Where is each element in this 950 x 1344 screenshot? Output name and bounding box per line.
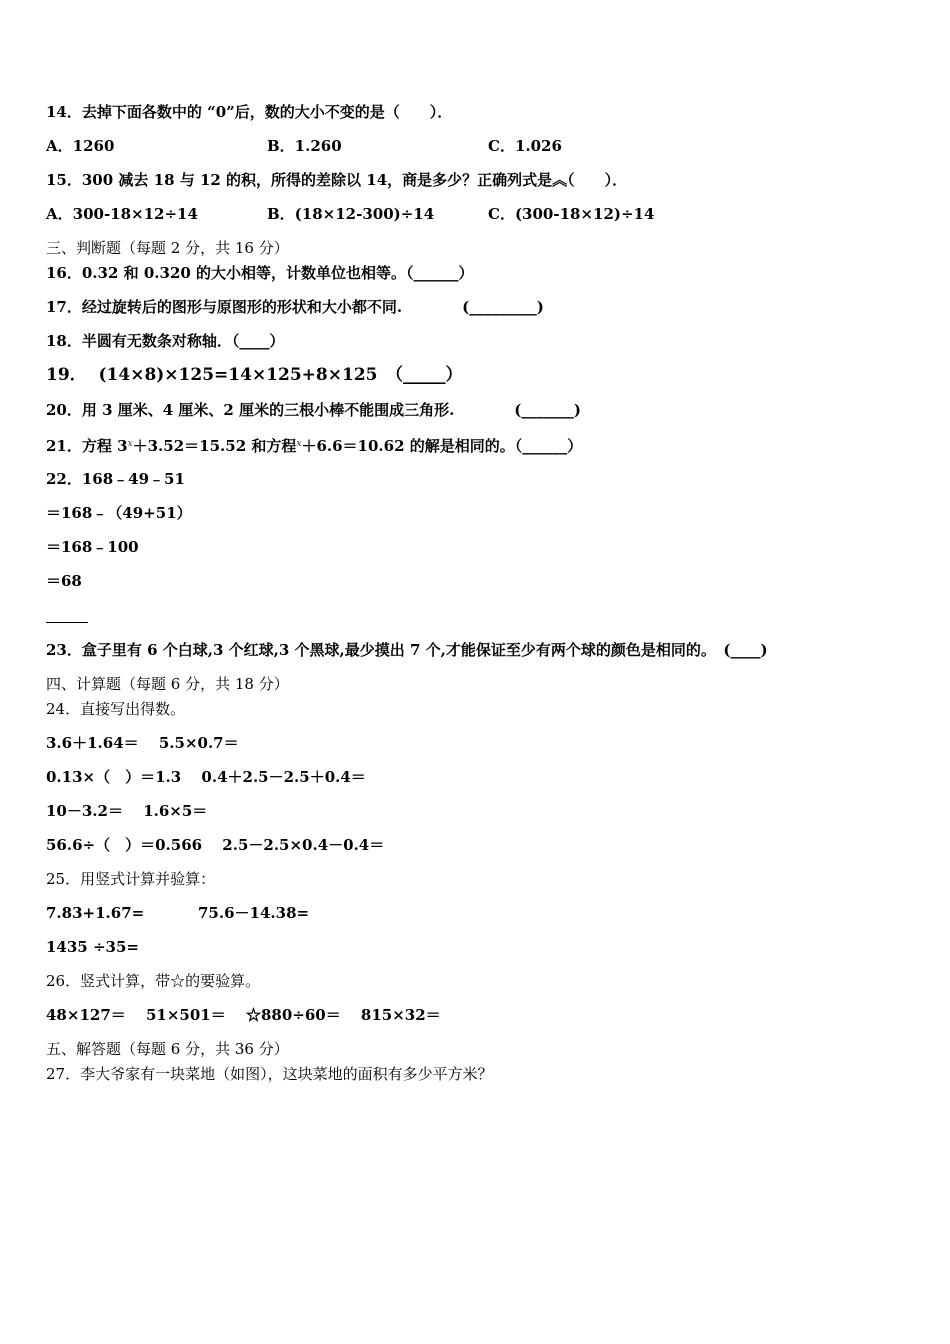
q23: 23．盒子里有 6 个白球,3 个红球,3 个黑球,最少摸出 7 个,才能保证至少有两个球的颜色是相同的。 (____) [46, 641, 768, 659]
q17: 17．经过旋转后的图形与原图形的形状和大小都不同. (_________) [46, 298, 544, 316]
q15-option-c: C．(300-18×12)÷14 [488, 205, 655, 223]
q21-part3: ＋6.6＝10.62 的解是相同的。（______） [301, 437, 583, 455]
q25-problem-b: 75.6－14.38= [198, 904, 310, 922]
q26-items: 48×127＝ 51×501＝ ☆880÷60＝ 815×32＝ [46, 1006, 441, 1024]
q24-row-3: 10－3.2＝ 1.6×5＝ [46, 802, 208, 820]
q21-part1: 21．方程 3 [46, 437, 128, 455]
q22-line-3: ＝168﹣100 [46, 538, 139, 556]
q24-row-4: 56.6÷（ ）＝0.566 2.5－2.5×0.4－0.4＝ [46, 836, 385, 854]
q14-option-c: C．1.026 [488, 137, 562, 155]
section-3-heading: 三、判断题（每题 2 分，共 16 分） [46, 239, 289, 257]
section-4-heading: 四、计算题（每题 6 分，共 18 分） [46, 675, 289, 693]
q15-option-a: A．300-18×12÷14 [46, 205, 198, 223]
q22-answer-blank [46, 622, 88, 623]
q21-part2: ＋3.52＝15.52 和方程 [132, 437, 297, 455]
q24-stem: 24．直接写出得数。 [46, 700, 186, 718]
q25-stem: 25．用竖式计算并验算： [46, 870, 216, 888]
q22-line-1: 22．168﹣49﹣51 [46, 470, 185, 488]
q16: 16．0.32 和 0.320 的大小相等，计数单位也相等。（______） [46, 264, 474, 282]
q24-row-2: 0.13×（ ）＝1.3 0.4＋2.5－2.5＋0.4＝ [46, 768, 366, 786]
variable-x: x [296, 439, 302, 449]
q15-option-b: B．(18×12-300)÷14 [267, 205, 435, 223]
q22-line-4: ＝68 [46, 572, 82, 590]
section-5-heading: 五、解答题（每题 6 分，共 36 分） [46, 1040, 289, 1058]
q14-option-a: A．1260 [46, 137, 115, 155]
q14-stem: 14．去掉下面各数中的 “0”后，数的大小不变的是（ ）． [46, 103, 453, 121]
q22-line-2: ＝168﹣（49+51） [46, 504, 192, 522]
q26-stem: 26．竖式计算，带☆的要验算。 [46, 972, 261, 990]
q15-stem: 15．300 减去 18 与 12 的积，所得的差除以 14，商是多少？正确列式是︽（ ）． [46, 171, 628, 189]
q24-row-1: 3.6＋1.64＝ 5.5×0.7＝ [46, 734, 239, 752]
q27: 27．李大爷家有一块菜地（如图），这块菜地的面积有多少平方米？ [46, 1065, 493, 1083]
q25-problem-a: 7.83+1.67= [46, 904, 145, 922]
q14-option-b: B．1.260 [267, 137, 342, 155]
variable-x: x [127, 439, 133, 449]
q18: 18．半圆有无数条对称轴．（____） [46, 332, 285, 350]
q25-problem-c: 1435 ÷35= [46, 938, 139, 956]
q19: 19． (14×8)×125=14×125+8×125 （_____） [46, 365, 463, 385]
q20: 20．用 3 厘米、4 厘米、2 厘米的三根小棒不能围成三角形. (_______) [46, 401, 581, 419]
q21 [46, 434, 582, 456]
